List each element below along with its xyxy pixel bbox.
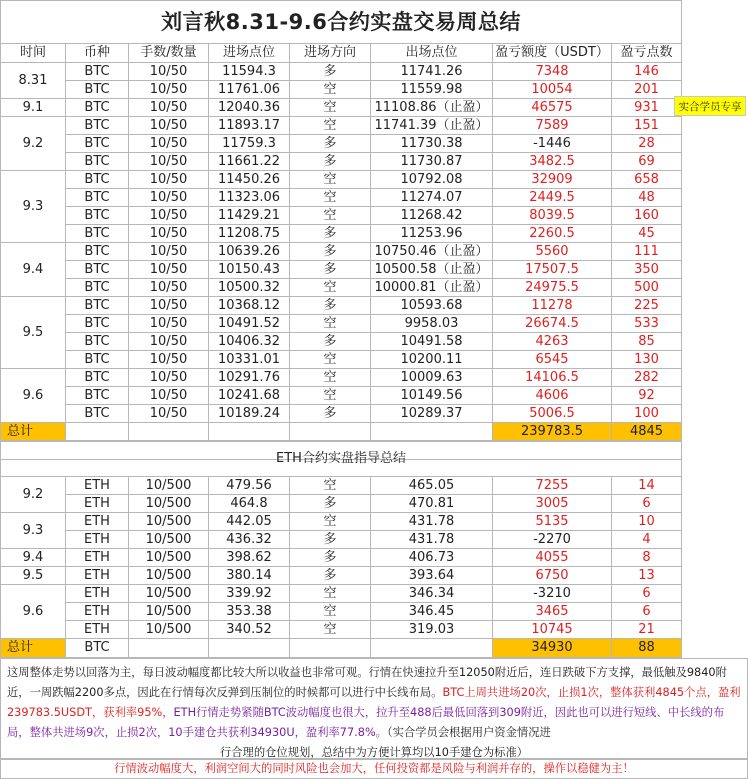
lots: 10/50 bbox=[129, 315, 209, 333]
empty-cell bbox=[66, 423, 129, 442]
empty-cell bbox=[129, 423, 209, 442]
pnl-amount: 32909 bbox=[493, 171, 612, 189]
pnl-amount: 14106.5 bbox=[493, 369, 612, 387]
trade-row bbox=[1, 81, 682, 99]
trade-row bbox=[1, 531, 682, 549]
trade-row bbox=[1, 261, 682, 279]
entry-price: 11323.06 bbox=[209, 189, 290, 207]
pnl-points: 500 bbox=[612, 279, 682, 297]
entry-price: 10368.12 bbox=[209, 297, 290, 315]
pnl-points: 85 bbox=[612, 333, 682, 351]
direction: 多 bbox=[290, 333, 371, 351]
exit-price: 11730.38 bbox=[371, 135, 493, 153]
empty-cell bbox=[209, 639, 290, 658]
pnl-points: 14 bbox=[612, 477, 682, 495]
entry-price: 339.92 bbox=[209, 585, 290, 603]
column-header: 进场点位 bbox=[209, 44, 290, 63]
direction: 多 bbox=[290, 243, 371, 261]
exit-price: 10491.58 bbox=[371, 333, 493, 351]
entry-price: 11208.75 bbox=[209, 225, 290, 243]
direction: 空 bbox=[290, 171, 371, 189]
pnl-points: 130 bbox=[612, 351, 682, 369]
entry-price: 398.62 bbox=[209, 549, 290, 567]
coin: ETH bbox=[66, 549, 129, 567]
trade-row bbox=[1, 621, 682, 639]
pnl-amount: 4055 bbox=[493, 549, 612, 567]
trade-row bbox=[1, 477, 682, 495]
entry-price: 11450.26 bbox=[209, 171, 290, 189]
entry-price: 10639.26 bbox=[209, 243, 290, 261]
trade-date: 9.3 bbox=[1, 513, 66, 549]
pnl-amount: 3482.5 bbox=[493, 153, 612, 171]
pnl-amount: 3465 bbox=[493, 603, 612, 621]
pnl-amount: 26674.5 bbox=[493, 315, 612, 333]
trade-row bbox=[1, 207, 682, 225]
exit-price: 393.64 bbox=[371, 567, 493, 585]
column-header: 出场点位 bbox=[371, 44, 493, 63]
exit-price: 10792.08 bbox=[371, 171, 493, 189]
entry-price: 11761.06 bbox=[209, 81, 290, 99]
direction: 空 bbox=[290, 621, 371, 639]
direction: 多 bbox=[290, 261, 371, 279]
exit-price: 10009.63 bbox=[371, 369, 493, 387]
trade-row bbox=[1, 333, 682, 351]
pnl-amount: 6750 bbox=[493, 567, 612, 585]
direction: 空 bbox=[290, 513, 371, 531]
trade-row bbox=[1, 495, 682, 513]
coin: ETH bbox=[66, 495, 129, 513]
pnl-amount: 17507.5 bbox=[493, 261, 612, 279]
direction: 多 bbox=[290, 63, 371, 81]
trade-row bbox=[1, 315, 682, 333]
coin: BTC bbox=[66, 189, 129, 207]
pnl-amount: 2449.5 bbox=[493, 189, 612, 207]
lots: 10/50 bbox=[129, 117, 209, 135]
trade-date: 8.31 bbox=[1, 63, 66, 99]
trade-row bbox=[1, 405, 682, 423]
direction: 多 bbox=[290, 405, 371, 423]
direction: 空 bbox=[290, 351, 371, 369]
eth-total-row bbox=[1, 639, 682, 658]
pnl-points: 92 bbox=[612, 387, 682, 405]
trade-date: 9.2 bbox=[1, 477, 66, 513]
title-row bbox=[1, 1, 682, 44]
trade-date: 9.5 bbox=[1, 297, 66, 369]
lots: 10/500 bbox=[129, 531, 209, 549]
trade-row bbox=[1, 585, 682, 603]
lots: 10/50 bbox=[129, 225, 209, 243]
trade-row bbox=[1, 135, 682, 153]
eth-section-title: ETH合约实盘指导总结 bbox=[1, 441, 682, 477]
entry-price: 353.38 bbox=[209, 603, 290, 621]
direction: 多 bbox=[290, 495, 371, 513]
coin: BTC bbox=[66, 369, 129, 387]
pnl-points: 69 bbox=[612, 153, 682, 171]
total-pnl-points: 4845 bbox=[612, 423, 682, 442]
pnl-amount: 2260.5 bbox=[493, 225, 612, 243]
trade-date: 9.4 bbox=[1, 549, 66, 567]
coin: ETH bbox=[66, 603, 129, 621]
pnl-amount: -2270 bbox=[493, 531, 612, 549]
lots: 10/500 bbox=[129, 603, 209, 621]
exit-price: 406.73 bbox=[371, 549, 493, 567]
entry-price: 11429.21 bbox=[209, 207, 290, 225]
exit-price: 431.78 bbox=[371, 531, 493, 549]
lots: 10/50 bbox=[129, 369, 209, 387]
entry-price: 10189.24 bbox=[209, 405, 290, 423]
direction: 空 bbox=[290, 603, 371, 621]
pnl-points: 6 bbox=[612, 603, 682, 621]
coin: BTC bbox=[66, 387, 129, 405]
coin: ETH bbox=[66, 531, 129, 549]
exit-price: 10593.68 bbox=[371, 297, 493, 315]
trade-row bbox=[1, 351, 682, 369]
lots: 10/50 bbox=[129, 189, 209, 207]
trade-row bbox=[1, 387, 682, 405]
trade-row bbox=[1, 567, 682, 585]
coin: BTC bbox=[66, 351, 129, 369]
direction: 空 bbox=[290, 387, 371, 405]
pnl-amount: 7255 bbox=[493, 477, 612, 495]
pnl-points: 225 bbox=[612, 297, 682, 315]
exit-price: 465.05 bbox=[371, 477, 493, 495]
trade-row bbox=[1, 549, 682, 567]
coin: BTC bbox=[66, 117, 129, 135]
exit-price: 10500.58（止盈） bbox=[371, 261, 493, 279]
lots: 10/50 bbox=[129, 153, 209, 171]
pnl-amount: 5006.5 bbox=[493, 405, 612, 423]
entry-price: 11759.3 bbox=[209, 135, 290, 153]
direction: 空 bbox=[290, 315, 371, 333]
lots: 10/500 bbox=[129, 621, 209, 639]
coin: BTC bbox=[66, 99, 129, 117]
pnl-points: 282 bbox=[612, 369, 682, 387]
direction: 空 bbox=[290, 189, 371, 207]
lots: 10/50 bbox=[129, 297, 209, 315]
pnl-amount: 24975.5 bbox=[493, 279, 612, 297]
pnl-amount: 3005 bbox=[493, 495, 612, 513]
coin: BTC bbox=[66, 405, 129, 423]
eth-trade-table bbox=[0, 440, 682, 658]
trade-row bbox=[1, 369, 682, 387]
exit-price: 10149.56 bbox=[371, 387, 493, 405]
note-eth-result: ETH行情走势紧随BTC波动幅度也很大，拉升至488后最低回落到309附近，因此也可以进行短线、中长线的布局，整体共进场9次，止损2次，10手建仓共获利34930U，盈利率77.8%。 bbox=[7, 706, 725, 739]
exit-price: 11730.87 bbox=[371, 153, 493, 171]
pnl-amount: 10054 bbox=[493, 81, 612, 99]
exit-price: 346.34 bbox=[371, 585, 493, 603]
trade-row bbox=[1, 117, 682, 135]
lots: 10/50 bbox=[129, 279, 209, 297]
note-position-remark: （实合学员会根据用户资金情况进 bbox=[386, 726, 551, 739]
entry-price: 464.8 bbox=[209, 495, 290, 513]
entry-price: 10241.68 bbox=[209, 387, 290, 405]
coin: BTC bbox=[66, 81, 129, 99]
exit-price: 346.45 bbox=[371, 603, 493, 621]
trade-row bbox=[1, 99, 682, 117]
pnl-points: 28 bbox=[612, 135, 682, 153]
coin: BTC bbox=[66, 207, 129, 225]
lots: 10/500 bbox=[129, 585, 209, 603]
trade-row bbox=[1, 603, 682, 621]
column-header: 币种 bbox=[66, 44, 129, 63]
direction: 空 bbox=[290, 279, 371, 297]
exit-price: 11274.07 bbox=[371, 189, 493, 207]
entry-price: 479.56 bbox=[209, 477, 290, 495]
pnl-points: 100 bbox=[612, 405, 682, 423]
column-header: 手数/数量 bbox=[129, 44, 209, 63]
entry-price: 10291.76 bbox=[209, 369, 290, 387]
pnl-points: 21 bbox=[612, 621, 682, 639]
pnl-points: 160 bbox=[612, 207, 682, 225]
total-pnl-amount: 34930 bbox=[493, 639, 612, 658]
exit-price: 470.81 bbox=[371, 495, 493, 513]
total-coin: BTC bbox=[66, 639, 129, 658]
empty-cell bbox=[290, 423, 371, 442]
direction: 空 bbox=[290, 117, 371, 135]
direction: 多 bbox=[290, 135, 371, 153]
eth-title-row bbox=[1, 441, 682, 477]
lots: 10/500 bbox=[129, 513, 209, 531]
exit-price: 11108.86（止盈） bbox=[371, 99, 493, 117]
pnl-amount: 5560 bbox=[493, 243, 612, 261]
lots: 10/50 bbox=[129, 387, 209, 405]
trade-date: 9.1 bbox=[1, 99, 66, 117]
pnl-amount: 8039.5 bbox=[493, 207, 612, 225]
pnl-amount: 10745 bbox=[493, 621, 612, 639]
pnl-amount: 4606 bbox=[493, 387, 612, 405]
direction: 多 bbox=[290, 225, 371, 243]
entry-price: 436.32 bbox=[209, 531, 290, 549]
lots: 10/50 bbox=[129, 405, 209, 423]
header-row bbox=[1, 44, 682, 63]
lots: 10/500 bbox=[129, 495, 209, 513]
coin: BTC bbox=[66, 63, 129, 81]
entry-price: 10500.32 bbox=[209, 279, 290, 297]
pnl-amount: 46575 bbox=[493, 99, 612, 117]
empty-cell bbox=[290, 639, 371, 658]
column-header: 进场方向 bbox=[290, 44, 371, 63]
trade-row bbox=[1, 513, 682, 531]
weekly-summary-note bbox=[0, 658, 748, 759]
pnl-amount: 11278 bbox=[493, 297, 612, 315]
pnl-points: 658 bbox=[612, 171, 682, 189]
exit-price: 10200.11 bbox=[371, 351, 493, 369]
student-exclusive-tag: 实合学员专享 bbox=[674, 96, 746, 116]
pnl-amount: 5135 bbox=[493, 513, 612, 531]
empty-cell bbox=[371, 639, 493, 658]
direction: 多 bbox=[290, 549, 371, 567]
entry-price: 10150.43 bbox=[209, 261, 290, 279]
exit-price: 11253.96 bbox=[371, 225, 493, 243]
lots: 10/50 bbox=[129, 63, 209, 81]
coin: BTC bbox=[66, 171, 129, 189]
direction: 空 bbox=[290, 369, 371, 387]
lots: 10/50 bbox=[129, 99, 209, 117]
pnl-points: 13 bbox=[612, 567, 682, 585]
trade-row bbox=[1, 243, 682, 261]
pnl-points: 8 bbox=[612, 549, 682, 567]
coin: BTC bbox=[66, 333, 129, 351]
coin: BTC bbox=[66, 135, 129, 153]
pnl-points: 6 bbox=[612, 585, 682, 603]
page-title: 刘言秋8.31-9.6合约实盘交易周总结 bbox=[1, 1, 682, 44]
entry-price: 11594.3 bbox=[209, 63, 290, 81]
lots: 10/50 bbox=[129, 243, 209, 261]
pnl-points: 48 bbox=[612, 189, 682, 207]
pnl-points: 111 bbox=[612, 243, 682, 261]
risk-warning-footer: 行情波动幅度大，利润空间大的同时风险也会加大，任何投资都是风险与利润并存的，操作以稳健为主！ bbox=[0, 759, 748, 779]
trade-row bbox=[1, 63, 682, 81]
pnl-amount: 7348 bbox=[493, 63, 612, 81]
lots: 10/50 bbox=[129, 171, 209, 189]
pnl-points: 4 bbox=[612, 531, 682, 549]
pnl-amount: -3210 bbox=[493, 585, 612, 603]
exit-price: 9958.03 bbox=[371, 315, 493, 333]
total-label: 总计 bbox=[1, 423, 66, 442]
pnl-amount: -1446 bbox=[493, 135, 612, 153]
pnl-points: 146 bbox=[612, 63, 682, 81]
direction: 空 bbox=[290, 99, 371, 117]
empty-cell bbox=[371, 423, 493, 442]
lots: 10/50 bbox=[129, 81, 209, 99]
exit-price: 11268.42 bbox=[371, 207, 493, 225]
column-header: 盈亏额度（USDT） bbox=[493, 44, 612, 63]
pnl-points: 931 bbox=[612, 99, 682, 117]
trade-date: 9.6 bbox=[1, 369, 66, 423]
pnl-points: 151 bbox=[612, 117, 682, 135]
total-pnl-amount: 239783.5 bbox=[493, 423, 612, 442]
column-header: 时间 bbox=[1, 44, 66, 63]
coin: ETH bbox=[66, 567, 129, 585]
coin: ETH bbox=[66, 621, 129, 639]
coin: BTC bbox=[66, 243, 129, 261]
entry-price: 12040.36 bbox=[209, 99, 290, 117]
lots: 10/500 bbox=[129, 567, 209, 585]
exit-price: 11741.39（止盈） bbox=[371, 117, 493, 135]
note-market-review: 这周整体走势以回落为主，每日波动幅度都比较大所以收益也非常可观。行情在快速拉升至12050附近后，连日跌破下方支撑，最低触及9840附近，一周跌幅2200多点，因此在行情每次反弹到压制位的时候都可以进行中长线布局。 bbox=[7, 666, 727, 699]
trade-row bbox=[1, 279, 682, 297]
coin: BTC bbox=[66, 225, 129, 243]
trade-row bbox=[1, 189, 682, 207]
lots: 10/50 bbox=[129, 333, 209, 351]
direction: 空 bbox=[290, 207, 371, 225]
coin: BTC bbox=[66, 297, 129, 315]
coin: BTC bbox=[66, 261, 129, 279]
pnl-amount: 4263 bbox=[493, 333, 612, 351]
direction: 多 bbox=[290, 297, 371, 315]
exit-price: 431.78 bbox=[371, 513, 493, 531]
column-header: 盈亏点数 bbox=[612, 44, 682, 63]
direction: 空 bbox=[290, 585, 371, 603]
exit-price: 10289.37 bbox=[371, 405, 493, 423]
empty-cell bbox=[209, 423, 290, 442]
trade-date: 9.2 bbox=[1, 117, 66, 171]
empty-cell bbox=[129, 639, 209, 658]
entry-price: 10406.32 bbox=[209, 333, 290, 351]
exit-price: 319.03 bbox=[371, 621, 493, 639]
pnl-points: 533 bbox=[612, 315, 682, 333]
exit-price: 11559.98 bbox=[371, 81, 493, 99]
trade-date: 9.6 bbox=[1, 585, 66, 639]
trade-row bbox=[1, 171, 682, 189]
direction: 多 bbox=[290, 153, 371, 171]
total-pnl-points: 88 bbox=[612, 639, 682, 658]
direction: 空 bbox=[290, 81, 371, 99]
lots: 10/50 bbox=[129, 207, 209, 225]
trade-row bbox=[1, 297, 682, 315]
pnl-points: 10 bbox=[612, 513, 682, 531]
pnl-points: 350 bbox=[612, 261, 682, 279]
direction: 空 bbox=[290, 477, 371, 495]
exit-price: 10000.81（止盈） bbox=[371, 279, 493, 297]
total-label: 总计 bbox=[1, 639, 66, 658]
pnl-amount: 7589 bbox=[493, 117, 612, 135]
note-btc-result: BTC上周共进场20次，止损1次，整体获利4845个点，盈利239783.5USDT，获利率95%， bbox=[7, 686, 741, 719]
entry-price: 340.52 bbox=[209, 621, 290, 639]
direction: 多 bbox=[290, 531, 371, 549]
note-position-remark-cont: 行合理的仓位规划，总结中为方便计算均以10手建仓为标准） bbox=[219, 746, 529, 759]
pnl-amount: 6545 bbox=[493, 351, 612, 369]
trade-date: 9.5 bbox=[1, 567, 66, 585]
trade-row bbox=[1, 153, 682, 171]
entry-price: 10491.52 bbox=[209, 315, 290, 333]
exit-price: 11741.26 bbox=[371, 63, 493, 81]
btc-total-row bbox=[1, 423, 682, 442]
entry-price: 11661.22 bbox=[209, 153, 290, 171]
entry-price: 11893.17 bbox=[209, 117, 290, 135]
trade-row bbox=[1, 225, 682, 243]
pnl-points: 201 bbox=[612, 81, 682, 99]
exit-price: 10750.46（止盈） bbox=[371, 243, 493, 261]
pnl-points: 45 bbox=[612, 225, 682, 243]
coin: BTC bbox=[66, 153, 129, 171]
trade-date: 9.4 bbox=[1, 243, 66, 297]
entry-price: 442.05 bbox=[209, 513, 290, 531]
entry-price: 380.14 bbox=[209, 567, 290, 585]
coin: ETH bbox=[66, 513, 129, 531]
coin: BTC bbox=[66, 315, 129, 333]
coin: ETH bbox=[66, 585, 129, 603]
entry-price: 10331.01 bbox=[209, 351, 290, 369]
lots: 10/50 bbox=[129, 261, 209, 279]
coin: BTC bbox=[66, 279, 129, 297]
coin: ETH bbox=[66, 477, 129, 495]
pnl-points: 6 bbox=[612, 495, 682, 513]
trade-date: 9.3 bbox=[1, 171, 66, 243]
direction: 多 bbox=[290, 567, 371, 585]
lots: 10/500 bbox=[129, 549, 209, 567]
lots: 10/50 bbox=[129, 351, 209, 369]
lots: 10/500 bbox=[129, 477, 209, 495]
lots: 10/50 bbox=[129, 135, 209, 153]
